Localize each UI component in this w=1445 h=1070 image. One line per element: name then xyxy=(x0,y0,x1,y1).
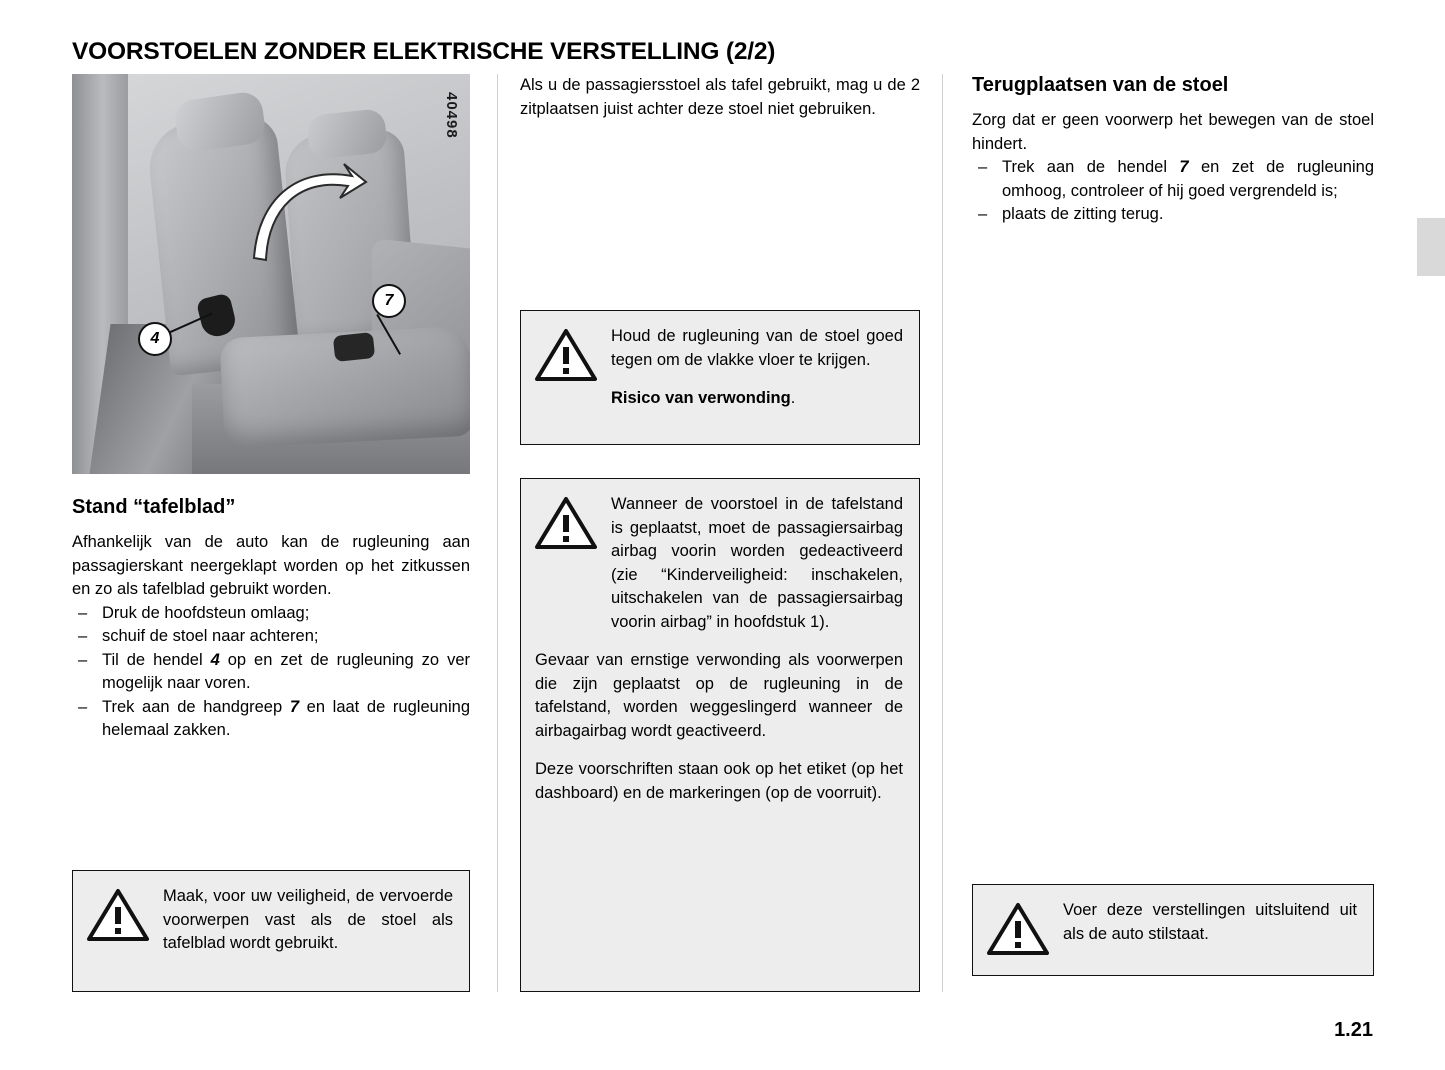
heading-table-position: Stand “tafelblad” xyxy=(72,496,236,518)
list-item xyxy=(972,203,1374,227)
warning-emphasis: Risico van verwonding xyxy=(611,389,791,407)
column-middle xyxy=(520,74,920,802)
callout-4: 4 xyxy=(138,322,172,356)
middle-intro-paragraph: Als u de passagiersstoel als tafel gebruikt, mag u de 2 zitplaatsen juist achter deze stoel niet gebruiken. xyxy=(520,76,920,118)
column-right xyxy=(972,74,1374,943)
page-number: 1.21 xyxy=(1334,1019,1373,1041)
list-item-label: plaats de zitting terug. xyxy=(1002,205,1164,223)
list-dash: – xyxy=(78,603,88,622)
warning-box-vehicle-stationary xyxy=(972,884,1374,976)
list-dash: – xyxy=(78,697,88,716)
list-item xyxy=(72,696,470,743)
warning-emphasis-line xyxy=(611,387,903,411)
warning-first-row xyxy=(535,493,903,634)
list-item-label: schuif de stoel naar achteren; xyxy=(102,627,319,645)
warning-text: Voer deze verstellingen uitsluitend uit als de auto stilstaat. xyxy=(1063,901,1357,943)
chapter-edge-tab xyxy=(1417,218,1445,276)
figure-code: 40498 xyxy=(443,92,460,139)
list-dash: – xyxy=(978,205,988,223)
warning-text: Maak, voor uw veiligheid, de vervoerde voorwerpen vast als de stoel als tafelblad wordt gebruikt. xyxy=(163,887,453,952)
warning-text-group xyxy=(611,325,903,411)
column-left xyxy=(72,74,470,952)
list-item xyxy=(72,625,470,649)
column-divider-2 xyxy=(942,74,943,992)
callout-7: 7 xyxy=(372,284,406,318)
photo-driver-headrest xyxy=(306,108,388,160)
heading-restore-seat: Terugplaatsen van de stoel xyxy=(972,74,1229,96)
list-item-label: Til de hendel 4 op en zet de rugleuning zo ver mogelijk naar voren. xyxy=(102,650,470,692)
warning-box-airbag xyxy=(520,478,920,992)
list-dash: – xyxy=(978,158,988,176)
restore-seat-paragraph: Zorg dat er geen voorwerp het bewegen van de stoel hindert. xyxy=(972,111,1374,153)
warning-triangle-icon xyxy=(987,901,1049,957)
warning-text-3: Deze voorschriften staan ook op het etiket (op het dashboard) en de markeringen (op de voorruit). xyxy=(535,760,903,802)
table-position-steps xyxy=(72,602,470,743)
photo-handle-7 xyxy=(333,332,375,362)
warning-text: Houd de rugleuning van de stoel goed tegen om de vlakke vloer te krijgen. xyxy=(611,327,903,369)
warning-triangle-icon xyxy=(87,887,149,943)
list-item xyxy=(972,156,1374,203)
warning-box-flat-floor xyxy=(520,310,920,445)
warning-emphasis-suffix: . xyxy=(790,389,796,407)
list-item-label: Druk de hoofdsteun omlaag; xyxy=(102,603,310,622)
list-item xyxy=(72,649,470,696)
fold-direction-arrow-icon xyxy=(248,158,368,270)
restore-seat-steps xyxy=(972,156,1374,227)
page-title: VOORSTOELEN ZONDER ELEKTRISCHE VERSTELLING (2/2) xyxy=(72,38,776,66)
warning-triangle-icon xyxy=(535,327,597,383)
warning-triangle-icon xyxy=(535,495,597,551)
list-item-label: Trek aan de handgreep 7 en laat de rugleuning helemaal zakken. xyxy=(102,697,470,739)
list-dash: – xyxy=(78,650,88,669)
warning-text: Wanneer de voorstoel in de tafelstand is geplaatst, moet de passagiersairbag airbag voorin worden gedeactiveerd (zie “Kinderveiligheid: inschakelen, uitschakelen van de passagiersairbag voorin airbag” in hoofdstuk 1). xyxy=(611,495,903,631)
table-position-paragraph: Afhankelijk van de auto kan de rugleuning aan passagierskant neergeklapt worden op het zitkussen en zo als tafelblad gebruikt worden. xyxy=(72,533,470,598)
warning-box-cargo xyxy=(72,870,470,992)
list-item-label: Trek aan de hendel 7 en zet de rugleuning omhoog, controleer of hij goed vergrendeld is; xyxy=(1002,158,1374,200)
warning-text-2: Gevaar van ernstige verwonding als voorwerpen die zijn geplaatst op de rugleuning in de tafelstand, worden weggeslingerd wanneer de airbagairbag wordt geactiveerd. xyxy=(535,651,903,740)
column-divider-1 xyxy=(497,74,498,992)
list-item xyxy=(72,602,470,626)
list-dash: – xyxy=(78,627,88,645)
seat-photo xyxy=(72,74,470,474)
